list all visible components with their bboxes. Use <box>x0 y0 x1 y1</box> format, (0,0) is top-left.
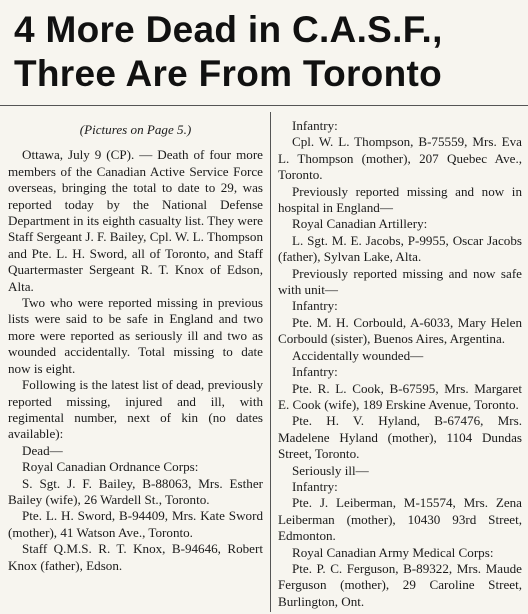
headline-line-1: 4 More Dead in C.A.S.F., <box>14 9 443 50</box>
article-right-column <box>278 118 522 610</box>
right-column-paragraph: Infantry: <box>292 118 338 133</box>
column-divider <box>270 112 271 612</box>
article-left-column <box>8 120 263 574</box>
right-column-paragraph: L. Sgt. M. E. Jacobs, P-9955, Oscar Jacobs (father), Sylvan Lake, Alta. <box>278 232 522 265</box>
right-column-paragraph: Pte. J. Leiberman, M-15574, Mrs. Zena Leiberman (mother), 10430 93rd Street, Edmonton. <box>278 495 522 544</box>
headline-line-2: Three Are From Toronto <box>14 53 442 94</box>
right-column-paragraph: Royal Canadian Artillery: <box>292 216 428 232</box>
right-column-paragraph: Previously reported missing and now safe with unit— <box>278 265 522 298</box>
left-column-paragraph: Pte. L. H. Sword, B-94409, Mrs. Kate Sword (mother), 41 Watson Ave., Toronto. <box>8 508 263 540</box>
left-column-paragraph: Following is the latest list of dead, previously reported missing, injured and ill, with regimental number, next of kin (no dates available): <box>8 377 263 442</box>
left-column-paragraph: Two who were reported missing in previous lists were said to be safe in England and two more were reported as seriously ill and two as wounded accidentally. Total missing to date now is eight. <box>8 295 263 376</box>
right-column-paragraph: Royal Canadian Army Medical Corps: <box>292 544 494 560</box>
left-column-paragraph: (Pictures on Page 5.) <box>79 122 192 137</box>
right-column-paragraph: Pte. P. C. Ferguson, B-89322, Mrs. Maude Ferguson (mother), 29 Caroline Street, Burlington, Ont. <box>278 560 522 609</box>
right-column-paragraph: Pte. R. L. Cook, B-67595, Mrs. Margaret E. Cook (wife), 189 Erskine Avenue, Toronto. <box>278 380 522 412</box>
left-column-paragraph: Staff Q.M.S. R. T. Knox, B-94646, Robert Knox (father), Edson. <box>8 541 263 573</box>
left-column-paragraph: S. Sgt. J. F. Bailey, B-88063, Mrs. Esther Bailey (wife), 26 Wardell St., Toronto. <box>8 475 263 507</box>
right-column-paragraph: Pte. M. H. Corbould, A-6033, Mary Helen Corbould (sister), Buenos Aires, Argentina. <box>278 314 522 347</box>
right-column-paragraph: Accidentally wounded— <box>292 347 424 363</box>
right-column-paragraph: Cpl. W. L. Thompson, B-75559, Mrs. Eva L. Thompson (mother), 207 Quebec Ave., Toronto. <box>278 134 522 183</box>
right-column-paragraph: Infantry: <box>292 364 338 380</box>
left-column-paragraph: Dead— <box>22 442 63 458</box>
right-column-paragraph: Infantry: <box>292 478 338 494</box>
right-column-paragraph: Previously reported missing and now in hospital in England— <box>278 183 522 216</box>
left-column-paragraph: Ottawa, July 9 (CP). — Death of four more members of the Canadian Active Service Force overseas, bringing the total to date to 29, was reported today by the National Defense Department in its eighth casualty list. They were Staff Sergeant J. F. Bailey, Cpl. W. L. Thompson and Pte. L. H. Sword, all of Toronto, and Staff Quartermaster Sergeant R. T. Knox of Edson, Alta. <box>8 147 263 294</box>
headline-divider <box>0 105 528 106</box>
right-column-paragraph: Pte. H. V. Hyland, B-67476, Mrs. Madelene Hyland (mother), 1104 Dundas Street, Toronto. <box>278 413 522 462</box>
headline <box>14 8 524 96</box>
right-column-paragraph: Infantry: <box>292 298 338 314</box>
right-column-paragraph: Seriously ill— <box>292 462 369 478</box>
left-column-paragraph: Royal Canadian Ordnance Corps: <box>22 459 199 475</box>
